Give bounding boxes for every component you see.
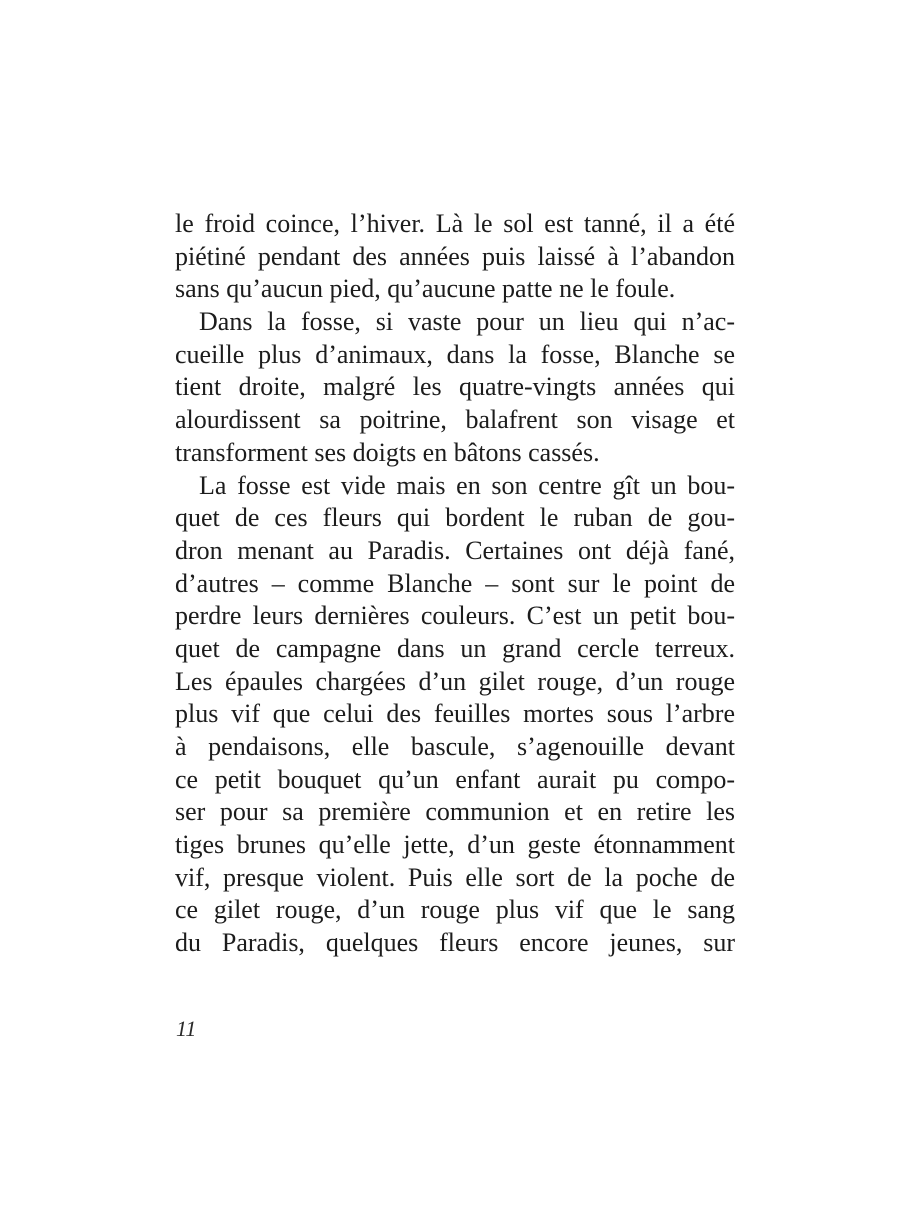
text-line bbox=[175, 666, 735, 699]
text-line-content: perdre leurs dernières couleurs. C’est un petit bou- bbox=[175, 601, 735, 631]
text-line bbox=[175, 829, 735, 862]
text-line bbox=[175, 535, 735, 568]
text-line bbox=[175, 862, 735, 895]
text-line bbox=[175, 208, 735, 241]
text-line bbox=[175, 633, 735, 666]
text-line-content: alourdissent sa poitrine, balafrent son visage et bbox=[175, 405, 735, 435]
text-line bbox=[175, 371, 735, 404]
text-line bbox=[175, 306, 735, 339]
text-line-content: sans qu’aucun pied, qu’aucune patte ne le foule. bbox=[175, 274, 676, 304]
text-line-content: cueille plus d’animaux, dans la fosse, Blanche se bbox=[175, 339, 735, 369]
text-line bbox=[175, 568, 735, 601]
text-line-content: transforment ses doigts en bâtons cassés. bbox=[175, 437, 600, 467]
text-line-content: du Paradis, quelques fleurs encore jeunes, sur bbox=[175, 928, 735, 958]
text-line bbox=[175, 470, 735, 503]
text-line bbox=[175, 894, 735, 927]
text-line bbox=[175, 731, 735, 764]
text-line bbox=[175, 600, 735, 633]
text-line bbox=[175, 404, 735, 437]
text-line-content: d’autres – comme Blanche – sont sur le point de bbox=[175, 568, 735, 598]
text-line-content: tient droite, malgré les quatre-vingts années qui bbox=[175, 372, 735, 402]
text-line-content: à pendaisons, elle bascule, s’agenouille devant bbox=[175, 732, 735, 761]
text-line bbox=[175, 698, 735, 731]
text-line-content: ce gilet rouge, d’un rouge plus vif que le sang bbox=[175, 895, 735, 925]
text-line bbox=[175, 241, 735, 274]
text-line bbox=[175, 796, 735, 829]
text-line-content: Les épaules chargées d’un gilet rouge, d’un rouge bbox=[175, 666, 735, 696]
text-line bbox=[175, 502, 735, 535]
text-line-content: vif, presque violent. Puis elle sort de la poche de bbox=[175, 862, 735, 892]
body-text-block bbox=[175, 208, 735, 960]
text-line bbox=[175, 339, 735, 372]
text-line bbox=[175, 764, 735, 797]
text-line-content: le froid coince, l’hiver. Là le sol est tanné, il a été bbox=[175, 209, 735, 238]
text-line-content: tiges brunes qu’elle jette, d’un geste étonnamment bbox=[175, 830, 735, 860]
text-line-content: ce petit bouquet qu’un enfant aurait pu compo- bbox=[175, 764, 735, 794]
text-line-content: piétiné pendant des années puis laissé à l’abandon bbox=[175, 241, 735, 271]
text-line-content: Dans la fosse, si vaste pour un lieu qui n’ac- bbox=[199, 307, 735, 337]
text-line-content: La fosse est vide mais en son centre gît un bou- bbox=[199, 470, 735, 500]
text-line-content: quet de campagne dans un grand cercle terreux. bbox=[175, 633, 735, 663]
text-line bbox=[175, 273, 735, 306]
text-line bbox=[175, 927, 735, 960]
text-line bbox=[175, 437, 735, 470]
text-line-content: ser pour sa première communion et en retire les bbox=[175, 797, 735, 827]
text-line-content: plus vif que celui des feuilles mortes sous l’arbre bbox=[175, 699, 735, 729]
text-line-content: quet de ces fleurs qui bordent le ruban de gou- bbox=[175, 503, 735, 533]
text-line-content: dron menant au Paradis. Certaines ont déjà fané, bbox=[175, 535, 735, 565]
page-number: 11 bbox=[176, 1016, 197, 1041]
